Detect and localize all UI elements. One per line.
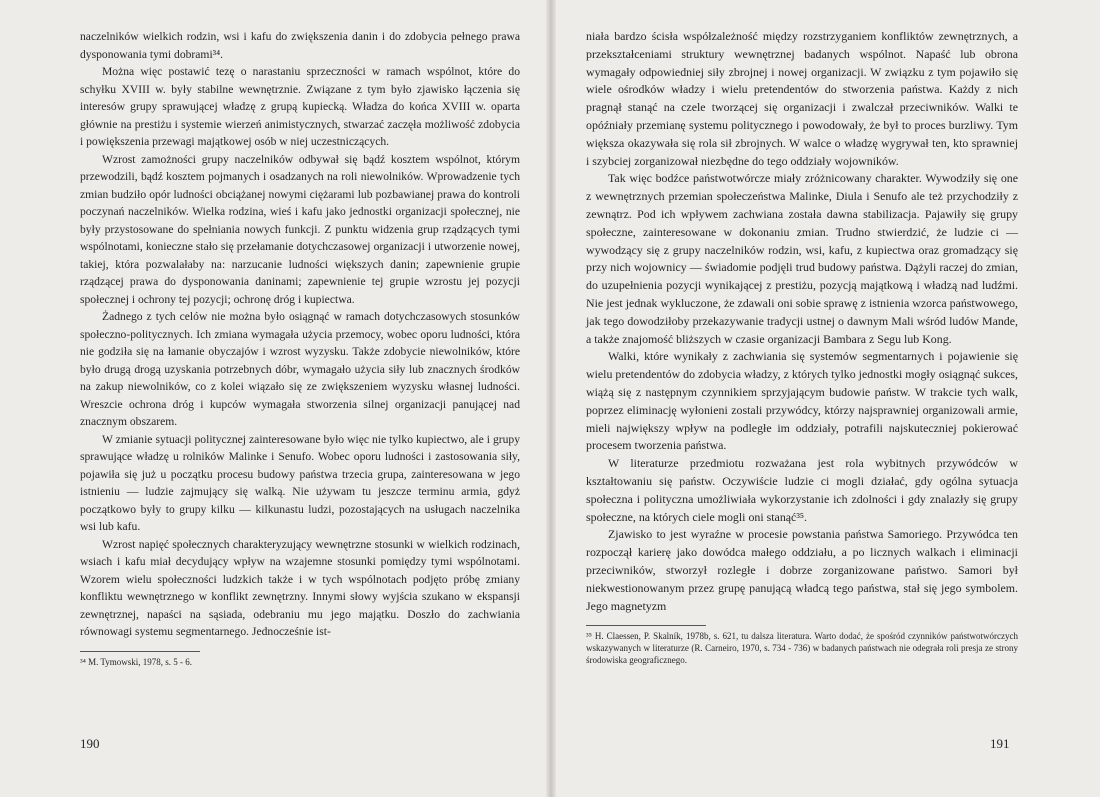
footnote: ³⁵ H. Claessen, P. Skalník, 1978b, s. 621, tu dalsza literatura. Warto dodać, że spośród czynników państwotwórczych wskazywanych w literaturze (R. Carneiro, 1970, s. 734 - 736) w badanych państwach nie odegrała roli presja ze strony środowiska geograficznego. xyxy=(586,631,1018,666)
paragraph: naczelników wielkich rodzin, wsi i kafu do zwiększenia danin i do zdobycia pełnego prawa dysponowania tymi dobrami³⁴. xyxy=(80,30,520,61)
page-number: 190 xyxy=(80,736,100,751)
paragraph: Można więc postawić tezę o narastaniu sprzeczności w ramach wspólnot, które do schyłku XVIII w. były stabilne wewnętrznie. Związane z tym było zjawisko łączenia się interesów grupy sprawującej władzę z grupą kupiecką. Władza do końca XVIII w. oparta głównie na prestiżu i systemie wierzeń animistycznych, stwarzać zaczęła możliwość zdobycia i powiększenia przewagi majątkowej osób w niej uczestniczących. xyxy=(80,65,520,148)
paragraph: Wzrost zamożności grupy naczelników odbywał się bądź kosztem wspólnot, którym przewodzili, bądź kosztem pojmanych i osadzanych na roli niewolników. Wprowadzenie tych zmian budziło opór ludności obciążanej nowymi ciężarami lub pozbawianej prawa do kontroli poczynań naczelników. Wielka rodzina, wieś i kafu jako jednostki organizacji społecznej, nie były przystosowane do spełniania nowych funkcji. Z punktu widzenia grup rządzących tymi wspólnotami, konieczne stało się przełamanie dotychczasowej organizacji i utworzenie nowej, takiej, która pozwalałaby na: narzucanie ludności większych danin; zapewnienie grupie rządzącej prawa do dysponowania daninami; zapewnienie tej grupie wzrostu jej pozycji społecznej i ochrony tej pozycji; ochronę dróg i kupiectwa. xyxy=(80,152,520,306)
footnote: ³⁴ M. Tymowski, 1978, s. 5 - 6. xyxy=(80,656,193,667)
paragraph: Wzrost napięć społecznych charakteryzujący wewnętrzne stosunki w wielkich rodzinach, wsiach i kafu miał decydujący wpływ na wzajemne stosunki pomiędzy tymi wspólnotami. Wzorem wielu społeczności ludzkich także i w tych wspólnotach podjęto próbę zmiany konfliktu wewnętrznego w konflikt zewnętrzny. Innymi słowy wyjścia szukano w ekspansji zewnętrznej, napaści na sąsiada, odebraniu mu jego majątku. Doszło do zachwiania równowagi systemu segmentarnego. Jednocześnie ist- xyxy=(80,537,520,638)
left-page xyxy=(80,28,520,668)
footnote-rule xyxy=(80,651,200,652)
paragraph: Walki, które wynikały z zachwiania się systemów segmentarnych i pojawienie się wielu pretendentów do zdobycia władzy, z których tylko jednostki mogły osiągnąć sukces, wiążą się z następnym czynnikiem sprzyjającym budowie państw. W trakcie tych walk, poprzez eliminację wyłonieni zostali przywódcy, którzy najsprawniej organizowali armie, mieli największy wpływ na podległe im oddziały, potrafili najskuteczniej pokierować procesem tworzenia państwa. xyxy=(586,349,1018,453)
paragraph: W literaturze przedmiotu rozważana jest rola wybitnych przywódców w kształtowaniu się państw. Oczywiście ludzie ci mogli działać, gdy ogólna sytuacja społeczna i polityczna umożliwiała wykorzystanie ich zdolności i gdy znalazły się grupy społeczne, na których ciele mogli oni stanąć³⁵. xyxy=(586,456,1018,524)
paragraph: niała bardzo ścisła współzależność między rozstrzyganiem konfliktów zewnętrznych, a przekształceniami struktury wewnętrznej badanych wspólnot. Napaść lub obrona wymagały odpowiedniej siły zbrojnej i nowej organizacji. W związku z tym pojawiło się wiele ośrodków władzy i wielu pretendentów do stworzenia państwa. Każdy z nich pragnął stanąć na czele tworzącej się organizacji i zwalczał przeciwników. Walki te opóźniały przemianę systemu politycznego i powodowały, że był to proces burzliwy. Tym większa okazywała się rola sił zbrojnych. W walce o władzę wygrywał ten, kto sprawniej i szybciej zorganizował niezbędne do tego oddziały wojowników. xyxy=(586,29,1018,168)
right-page-body xyxy=(586,28,1018,615)
footnote-rule xyxy=(586,625,706,626)
paragraph: W zmianie sytuacji politycznej zainteresowane było więc nie tylko kupiectwo, ale i grupy sprawujące władzę u rolników Malinke i Senufo. Wobec oporu ludności i zastosowania siły, pojawiła się już u początku procesu budowy państwa trzecia grupa, zainteresowana w jego istnieniu — ludzie zajmujący się walką. Nie używam tu jeszcze terminu armia, gdyż początkowo były to grupy kilku — kilkunastu ludzi, pozostających na usługach naczelnika wsi lub kafu. xyxy=(80,432,520,533)
paragraph: Zjawisko to jest wyraźne w procesie powstania państwa Samoriego. Przywódca ten rozpoczął karierę jako dowódca małego oddziału, a po licznych walkach i eliminacji przeciwników, stworzył rozległe i dobrze zorganizowane państwo. Samori był niekwestionowanym przez grupę panującą władcą tego państwa, stał się jego symbolem. Jego magnetyzm xyxy=(586,527,1018,613)
right-page xyxy=(586,28,1018,666)
paragraph: Tak więc bodźce państwotwórcze miały zróżnicowany charakter. Wywodziły się one z wewnętrznych przemian społeczeństwa Malinke, Diula i Senufo ale też przychodziły z zewnątrz. Pod ich wpływem zachwiana została dawna stabilizacja. Pajawiły się grupy społeczne, zainteresowane w dokonaniu zmian. Trudno stwierdzić, że ludzie ci — wywodzący się z grupy naczelników rodzin, wsi, kafu, z kupiectwa oraz gromadzący się przy nich wojownicy — świadomie podjęli trud budowy państwa. Dążyli raczej do zmian, do uzupełnienia pozycji wynikającej z prestiżu, pozycją majątkową i władzą nad ludźmi. Nie jest jednak wykluczone, że zdawali oni sobie sprawę z istnienia wzorca państwowego, jak tego dowodziłoby przekazywanie tradycji ustnej o dawnym Mali wśród ludów Mande, a także znajomość bliższych w czasie organizacji Bambara z Segu lub Kong. xyxy=(586,171,1018,346)
page-number: 191 xyxy=(990,736,1010,751)
book-gutter xyxy=(546,0,556,797)
paragraph: Żadnego z tych celów nie można było osiągnąć w ramach dotychczasowych stosunków społeczno-politycznych. Ich zmiana wymagała użycia przemocy, wobec oporu ludności, która nie godziła się na łamanie obyczajów i wzrost wyzysku. Także zdobycie niewolników, które było drugą drogą uzyskania potrzebnych dóbr, wymagało użycia siły lub znacznych środków na zakup niewolników, co z kolei wiązało się ze zwiększeniem wyzysku własnej ludności. Wreszcie ochrona dróg i kupców wymagała stworzenia silnej organizacji panującej nad znacznym obszarem. xyxy=(80,310,520,428)
left-page-body xyxy=(80,28,520,641)
